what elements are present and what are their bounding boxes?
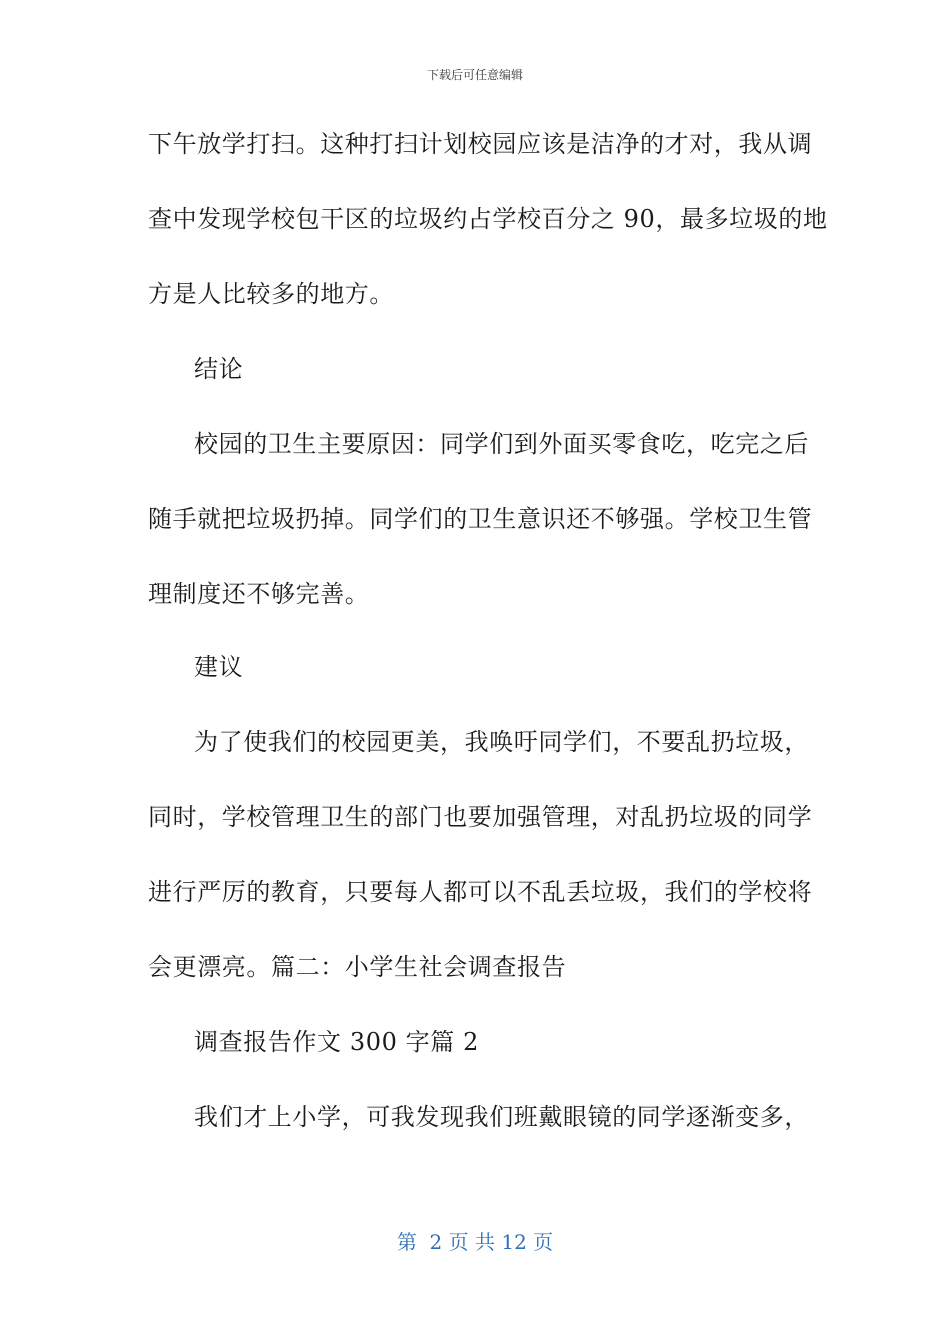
text-line: 理制度还不够完善。 — [148, 580, 370, 608]
text-line: 我们才上小学，可我发现我们班戴眼镜的同学逐渐变多， — [194, 1103, 809, 1131]
text-line: 方是人比较多的地方。 — [148, 280, 394, 308]
text-line: 下午放学打扫。这种打扫计划校园应该是洁净的才对，我从调 — [148, 130, 813, 158]
text-line: 同时，学校管理卫生的部门也要加强管理，对乱扔垃圾的同学 — [148, 803, 813, 831]
text-line: 为了使我们的校园更美，我唤吁同学们，不要乱扔垃圾， — [194, 728, 809, 756]
page-footer: 第 2 页 共 12 页 — [396, 1230, 554, 1254]
text-line: 校园的卫生主要原因：同学们到外面买零食吃，吃完之后 — [194, 430, 809, 458]
text-line: 会更漂亮。篇二：小学生社会调查报告 — [148, 953, 567, 981]
text-line: 查中发现学校包干区的垃圾约占学校百分之 90，最多垃圾的地 — [148, 205, 828, 233]
section-heading: 建议 — [194, 653, 244, 681]
text-line: 随手就把垃圾扔掉。同学们的卫生意识还不够强。学校卫生管 — [148, 505, 813, 533]
text-line: 进行严厉的教育，只要每人都可以不乱丢垃圾，我们的学校将 — [148, 878, 813, 906]
section-heading: 结论 — [194, 355, 244, 383]
page-header: 下载后可任意编辑 — [426, 68, 523, 82]
section-heading: 调查报告作文 300 字篇 2 — [194, 1028, 479, 1056]
